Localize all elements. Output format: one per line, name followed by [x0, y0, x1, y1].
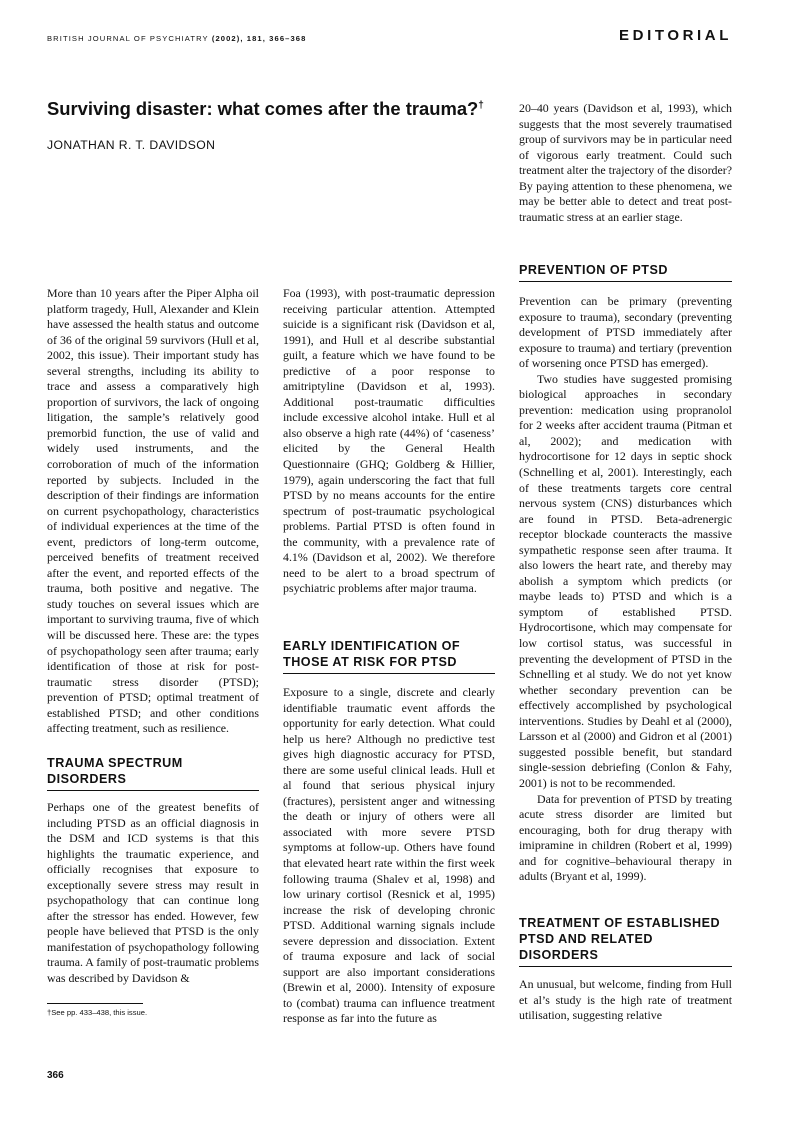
- column-2-top: [283, 286, 495, 597]
- column-1-trauma-spectrum: [47, 800, 259, 987]
- column-3-top: [519, 101, 732, 225]
- heading-early-identification: EARLY IDENTIFICATION OF THOSE AT RISK FOR PTSD: [283, 638, 495, 674]
- prevention-paragraph-1: Prevention can be primary (preventing exposure to trauma), secondary (preventing development of PTSD immediately after exposure to trauma) and tertiary (prevention of worsening once PTSD has emerged).: [519, 294, 732, 371]
- article-title: [47, 98, 497, 120]
- heading-prevention: PREVENTION OF PTSD: [519, 262, 732, 282]
- heading-treatment: TREATMENT OF ESTABLISHED PTSD AND RELATED DISORDERS: [519, 915, 732, 967]
- journal-name: BRITISH JOURNAL OF PSYCHIATRY: [47, 34, 209, 43]
- footnote-rule: [47, 1003, 143, 1004]
- column-3-treatment: [519, 977, 732, 1024]
- column-1-intro: [47, 286, 259, 737]
- section-label: EDITORIAL: [619, 27, 732, 44]
- col3-continuation-paragraph: 20–40 years (Davidson et al, 1993), which suggests that the most severely traumatised group of survivors may be in particular need of vigorous early treatment. Could such treatment alter the trajectory of the disorder? By paying attention to these phenomena, we may be better able to detect and treat post-traumatic stress at an earlier stage.: [519, 101, 732, 224]
- article-author: JONATHAN R. T. DAVIDSON: [47, 138, 216, 152]
- column-3-prevention: [519, 294, 732, 885]
- title-footnote-mark: †: [478, 99, 484, 111]
- heading-trauma-spectrum: TRAUMA SPECTRUM DISORDERS: [47, 755, 259, 791]
- prevention-paragraph-2: Two studies have suggested promising biological approaches in secondary prevention: medication using propranolol for 2 weeks after accident trauma (Pitman et al, 2002); and medication with hydrocortisone for 12 days in septic shock (Schnelling et al, 2001). Interestingly, each of these treatments targets core central nervous system (CNS) disturbances which are found in PTSD. Beta-adrenergic receptor blockade counteracts the massive sympathetic response seen after trauma. It also lowers the heart rate, and thereby may abolish a symptom which predicts (or maybe leads to) PTSD and which is a symptom of established PTSD. Hydrocortisone, which may compensate for low cortisol status, was successful in preventing the development of PTSD in the Schnelling et al study. We do not yet know whether secondary prevention can be effectively accomplished by psychological interventions. Studies by Deahl et al (2000), Larsson et al (2000) and Gidron et al (2001) suggested possible benefit, but standard single-session debriefing (Conlon & Fahy, 2001) is not to be recommended.: [519, 371, 732, 790]
- early-identification-paragraph: Exposure to a single, discrete and clearly identifiable traumatic event affords the opportunity for early detection. What could help us here? Although no predictive test gives high diagnostic accuracy for PTSD, there are some useful clinical leads. Hull et al found that serious physical injury (fractures), persistent anger and witnessing the death or injury of others were all associated with more severe PTSD symptoms at follow-up. Others have found that elevated heart rate within the first week following trauma (Shalev et al, 1998) and low urinary cortisol (Resnick et al, 1995) increase the risk of developing chronic PTSD. Additional warning signals include severe depression and dissociation. Extent of trauma exposure and lack of social support are also important considerations (Brewin et al, 2000). Intensity of exposure to (combat) trauma can influence treatment response as far into the future as: [283, 685, 495, 1026]
- treatment-paragraph: An unusual, but welcome, finding from Hull et al’s study is the high rate of treatment utilisation, suggesting relative: [519, 977, 732, 1023]
- footnote: †See pp. 433–438, this issue.: [47, 1008, 148, 1017]
- intro-paragraph: More than 10 years after the Piper Alpha oil platform tragedy, Hull, Alexander and Klein have assessed the health status and outcome of 36 of the original 59 survivors (Hull et al, 2002, this issue). Their important study has several strengths, including its ability to trace and assess a comparatively high proportion of survivors, the lack of ongoing litigation, the sample’s relatively good premorbid function, the use of valid and widely used instruments, and the corroboration of much of the information reported by subjects. Included in the description of their findings are information on current psychopathology, characteristics of individual experiences at the time of the event, predictors of long-term outcome, perceived benefits of treatment received after the event, and reported effects of the trauma, both positive and negative. The study touches on several issues which are important to surviving trauma, five of which will be discussed here. These are: the types of psychopathology seen after trauma; early identification of those at risk for post-traumatic stress disorder (PTSD); prevention of PTSD; optimal treatment of established PTSD; and other conditions affecting treatment, such as resilience.: [47, 286, 259, 736]
- column-2-early-identification: [283, 685, 495, 1027]
- prevention-paragraph-3: Data for prevention of PTSD by treating acute stress disorder are limited but encouraging, both for drug therapy with imipramine in children (Robert et al, 1999) and for cognitive–behavioural therapy in adults (Bryant et al, 1999).: [519, 791, 732, 884]
- col2-paragraph: Foa (1993), with post-traumatic depression receiving particular attention. Attempted suicide is a significant risk (Davidson et al, 1991), and Hull et al describe substantial guilt, a feature which we have found to be predictive of a poor response to amitriptyline (Davidson et al, 1993). Additional post-traumatic difficulties include excessive alcohol intake. Hull et al also observe a high rate (44%) of ‘caseness’ elicited by the General Health Questionnaire (GHQ; Goldberg & Hillier, 1979), again underscoring the fact that full PTSD by no means accounts for the entire spectrum of post-traumatic psychological problems. Partial PTSD is often found in the community, with a prevalence rate of 4.1% (Davidson et al, 2002). We therefore need to be alert to a broad spectrum of psychiatric problems after major trauma.: [283, 286, 495, 596]
- page-number: 366: [47, 1070, 64, 1081]
- article-title-text: Surviving disaster: what comes after the trauma?: [47, 98, 479, 119]
- journal-citation: (2002), 181, 366–368: [211, 34, 307, 43]
- trauma-spectrum-paragraph: Perhaps one of the greatest benefits of including PTSD as an official diagnosis in the DSM and ICD systems is that this highlights the traumatic experience, and officially recognises that exposure to exceptionally severe stress may result in psychopathology that can continue long after the stressor has ended. However, few people have believed that PTSD is the only manifestation of psychopathology following trauma. A family of post-traumatic problems was described by Davidson &: [47, 800, 259, 986]
- journal-header: [47, 34, 306, 43]
